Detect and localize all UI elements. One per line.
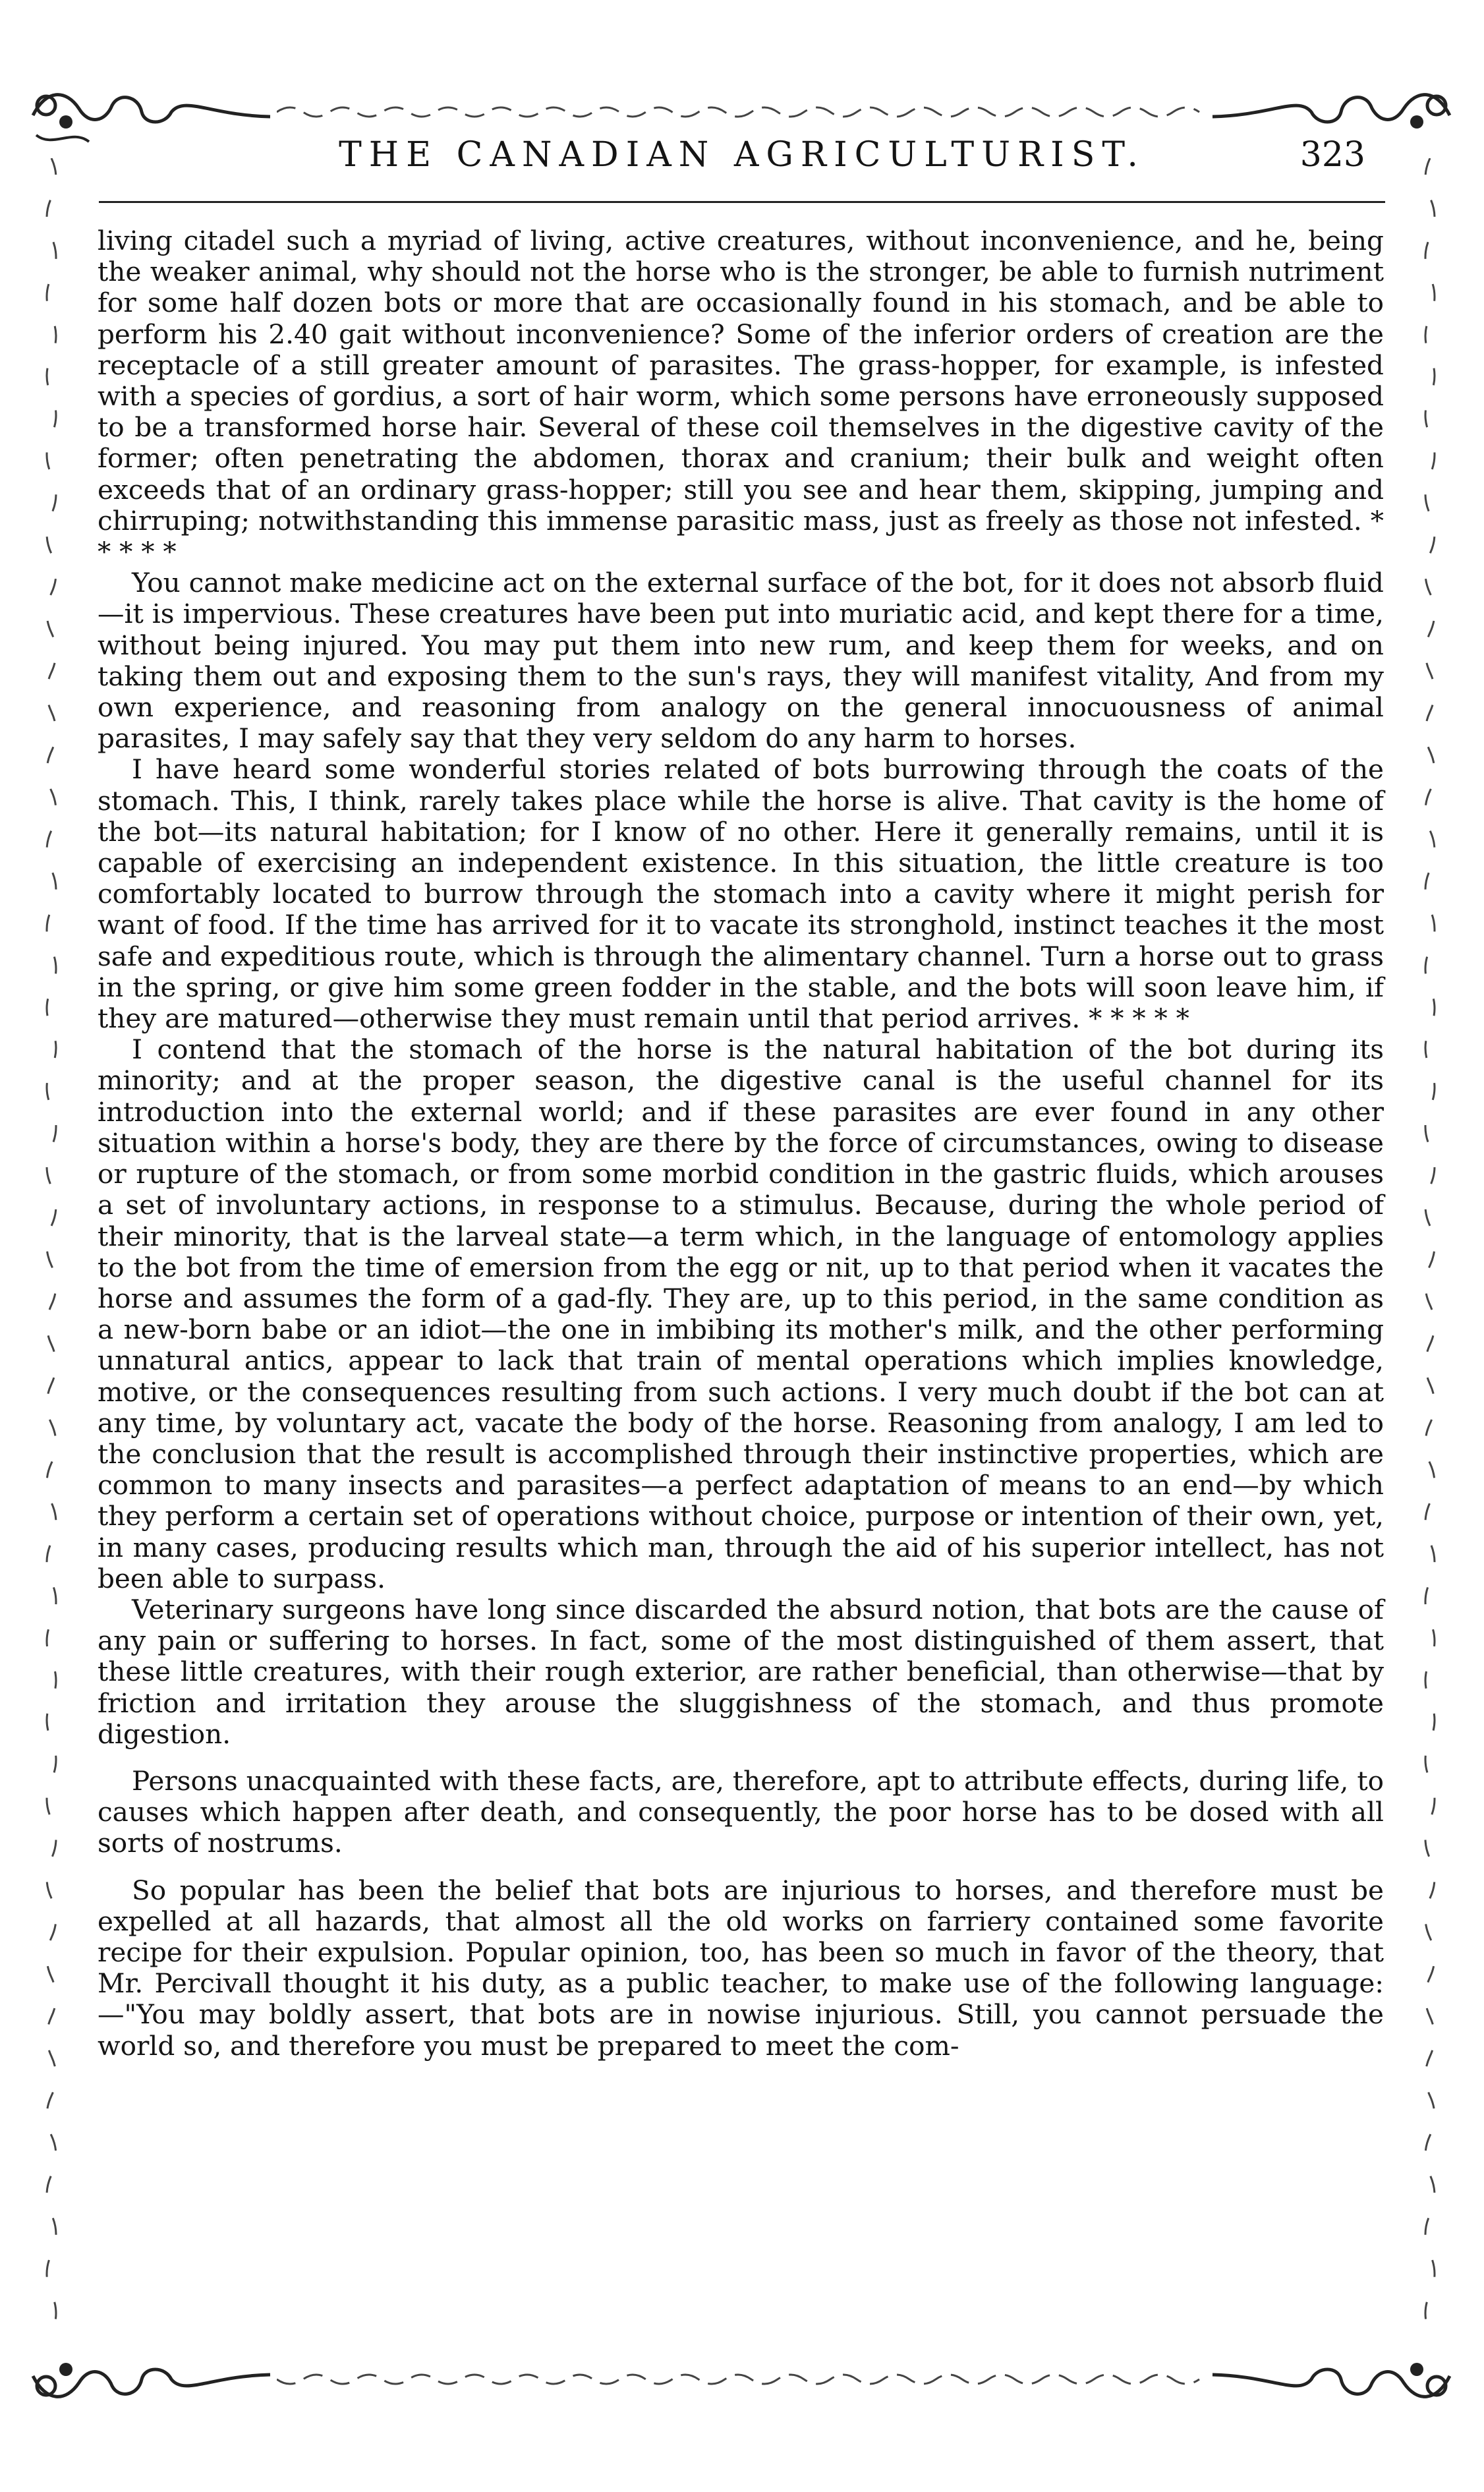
page-number: 323: [1299, 135, 1365, 175]
paragraph: Persons unacquainted with these facts, are, therefore, apt to attribute effects, during life, to causes which happen after death, and consequently, the poor horse has to be dosed with all sorts of nostrums.: [98, 1764, 1384, 1859]
ornament-bottom-left: [26, 2336, 277, 2416]
ornament-right-border: [1417, 158, 1443, 2333]
ornament-bottom-right: [1206, 2336, 1456, 2416]
ornament-bottom-border: [277, 2366, 1206, 2392]
paragraph: [98, 225, 1384, 567]
article-body: [98, 225, 1384, 2062]
paragraph-text: living citadel such a myriad of living, active creatures, without inconvenience, and he, being the weaker animal, why should not the horse who is the stronger, be able to furnish nutriment for some half dozen bots or more that are occasionally found in his stomach, and be able to perform his 2.40 gait without inconvenience? Some of the inferior orders of creation are the receptacle of a still greater amount of parasites. The grass-hopper, for example, is infested with a species of gordius, a sort of hair worm, which some persons have erroneously supposed to be a transformed horse hair. Several of these coil themselves in the digestive cavity of the former; often penetrating the abdomen, thorax and cranium; their bulk and weight often exceeds that of an ordinary grass-hopper; still you see and hear them, skipping, jumping and chirruping; notwithstanding this immense parasitic mass, just as freely as those not infested.: [98, 225, 1384, 536]
running-head: [99, 135, 1385, 194]
paragraph: You cannot make medicine act on the external surface of the bot, for it does not absorb fluid—it is impervious. These creatures have been put into muriatic acid, and kept there for a time, without being injured. You may put them into new rum, and keep them for weeks, and on taking them out and exposing them to the sun's rays, they will manifest vitality, And from my own experience, and reasoning from analogy on the general innocuousness of animal parasites, I may safely say that they very seldom do any harm to horses.: [98, 567, 1384, 755]
paragraph: [98, 754, 1384, 1034]
paragraph: I contend that the stomach of the horse is the natural habitation of the bot during its minority; and at the proper season, the digestive canal is the useful channel for its introduction into the external world; and if these parasites are ever found in any other situation within a horse's body, they are there by the force of circumstances, owing to disease or rupture of the stomach, or from some morbid condition in the gastric fluids, which arouses a set of involuntary actions, in response to a stimulus. Because, during the whole period of their minority, that is the larveal state—a term which, in the language of entomology applies to the bot from the time of emersion from the egg or nit, up to that period when it vacates the horse and assumes the form of a gad-fly. They are, up to this period, in the same condition as a new-born babe or an idiot—the one in imbibing its mother's milk, and the other performing unnatural antics, appear to lack that train of mental operations which implies knowledge, motive, or the consequences resulting from such actions. I very much doubt if the bot can at any time, by voluntary act, vacate the body of the horse. Reasoning from analogy, I am led to the conclusion that the result is accomplished through their instinctive properties, which are common to many insects and parasites—a perfect adaptation of means to an end—by which they perform a certain set of operations without choice, purpose or intention of their own, yet, in many cases, producing results which man, through the aid of his superior intellect, has not been able to surpass.: [98, 1033, 1384, 1594]
ornament-left-border: [38, 158, 65, 2333]
journal-title: THE CANADIAN AGRICULTURIST.: [339, 135, 1145, 175]
ornament-top-border: [277, 99, 1206, 125]
section-break: * * * * *: [98, 504, 1384, 568]
paragraph-text: I have heard some wonderful stories related of bots burrowing through the coats of the stomach. This, I think, rarely takes place while the horse is alive. That cavity is the home of the bot—its natural habitation; for I know of no other. Here it generally remains, until it is capable of exercising an independent existence. In this situation, the little creature is too comfortably located to burrow through the stomach into a cavity where it might perish for want of food. If the time has arrived for it to vacate its stronghold, instinct teaches it the most safe and expeditious route, which is through the alimentary channel. Turn a horse out to grass in the spring, or give him some green fodder in the stable, and the bots will soon leave him, if they are matured—otherwise they must remain until that period arrives.: [98, 753, 1384, 1035]
paragraph: So popular has been the belief that bots are injurious to horses, and therefore must be expelled at all hazards, that almost all the old works on farriery contained some favorite recipe for their expulsion. Popular opinion, too, has been so much in favor of the theory, that Mr. Percivall thought it his duty, as a public teacher, to make use of the following language:—"You may boldly assert, that bots are in nowise injurious. Still, you cannot persuade the world so, and therefore you must be prepared to meet the com-: [98, 1874, 1384, 2062]
paragraph: Veterinary surgeons have long since discarded the absurd notion, that bots are the cause of any pain or suffering to horses. In fact, some of the most distinguished of them assert, that these little creatures, with their rough exterior, are rather beneficial, than otherwise—that by friction and irritation they arouse the sluggishness of the stomach, and thus promote digestion.: [98, 1593, 1384, 1750]
header-rule: [99, 201, 1385, 203]
section-break: * * * * *: [1089, 1002, 1189, 1035]
